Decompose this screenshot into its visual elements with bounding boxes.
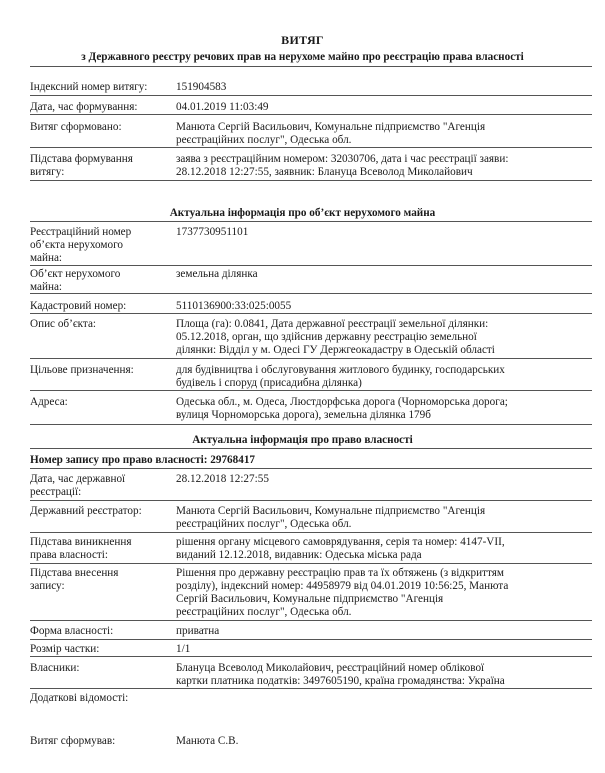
label-line: витягу:	[30, 166, 65, 178]
divider	[30, 532, 592, 533]
owners-line: Блануца Всеволод Миколайович, реєстраційний номер облікової	[176, 662, 485, 674]
registration-date-label	[30, 473, 170, 499]
divider	[30, 448, 592, 449]
label-line: Реєстраційний номер	[30, 226, 132, 238]
label-line: Підстава виникнення	[30, 536, 132, 548]
purpose-line: будівель і споруд (присадибна ділянка)	[176, 377, 362, 389]
address-value	[176, 396, 592, 422]
label-line: майна:	[30, 281, 63, 293]
cadastral-number-value: 5110136900:33:025:0055	[176, 300, 292, 312]
label-line: Дата, час державної	[30, 473, 126, 485]
index-number-value: 151904583	[176, 81, 227, 93]
formed-by-line: Манюта Сергій Васильович, Комунальне підприємство "Агенція	[176, 121, 486, 133]
description-line: Площа (га): 0.0841, Дата державної реєстрації земельної ділянки:	[176, 318, 489, 330]
formation-datetime-value: 04.01.2019 11:03:49	[176, 101, 269, 113]
address-line: Одеська обл., м. Одеса, Люстдорфська дорога (Чорноморська дорога;	[176, 396, 508, 408]
formed-by-signature-value: Манюта С.В.	[176, 735, 239, 747]
label-line: об’єкта нерухомого	[30, 239, 124, 251]
ownership-form-value: приватна	[176, 625, 220, 637]
registration-date-value: 28.12.2018 12:27:55	[176, 473, 269, 485]
object-regnum-value: 1737730951101	[176, 226, 249, 238]
share-size-value: 1/1	[176, 643, 191, 655]
divider	[30, 390, 592, 391]
divider	[30, 180, 592, 181]
registrar-line: Манюта Сергій Васильович, Комунальне підприємство "Агенція	[176, 505, 486, 517]
formed-by-line: реєстраційних послуг", Одеська обл.	[176, 134, 352, 146]
label-line: майна:	[30, 252, 63, 264]
divider	[30, 147, 592, 148]
entry-line: Сергій Васильович, Комунальне підприємство "Агенція	[176, 593, 444, 605]
record-number: Номер запису про право власності: 29768417	[30, 454, 256, 466]
basis-line: заява з реєстраційним номером: 32030706, дата і час реєстрації заяви:	[176, 153, 509, 165]
label-line: Об’єкт нерухомого	[30, 268, 121, 280]
origin-line: рішення органу місцевого самоврядування, серія та номер: 4147-VII,	[176, 536, 505, 548]
basis-line: 28.12.2018 12:27:55, заявник: Блануца Всеволод Миколайович	[176, 166, 473, 178]
description-line: 05.12.2018, орган, що здійснив державну реєстрацію земельної	[176, 331, 477, 343]
ownership-origin-value	[176, 536, 592, 562]
entry-basis-value	[176, 567, 592, 619]
divider	[30, 313, 592, 314]
purpose-label: Цільове призначення:	[30, 364, 134, 376]
registrar-line: реєстраційних послуг", Одеська обл.	[176, 518, 352, 530]
object-type-label	[30, 268, 170, 294]
label-line: реєстрації:	[30, 486, 82, 498]
entry-line: розділу), індексний номер: 44958979 від 04.01.2019 10:56:25, Манюта	[176, 580, 509, 592]
divider	[30, 293, 592, 294]
divider	[30, 221, 592, 222]
divider	[30, 424, 592, 425]
divider	[30, 95, 592, 96]
entry-line: реєстраційних послуг", Одеська обл.	[176, 606, 352, 618]
object-type-value: земельна ділянка	[176, 268, 258, 280]
object-regnum-label	[30, 226, 170, 265]
description-line: ділянки: Відділ у м. Одесі ГУ Держгеокадастру в Одеській області	[176, 344, 495, 356]
formation-basis-value	[176, 153, 592, 179]
label-line: Підстава формування	[30, 153, 133, 165]
purpose-line: для будівництва і обслуговування житлового будинку, господарських	[176, 364, 505, 376]
owners-label: Власники:	[30, 662, 80, 674]
formation-datetime-label: Дата, час формування:	[30, 101, 138, 113]
ownership-origin-label	[30, 536, 170, 562]
formed-by-value	[176, 121, 592, 147]
address-label: Адреса:	[30, 396, 68, 408]
divider	[30, 114, 592, 115]
formation-basis-label	[30, 153, 170, 179]
label-line: права власності:	[30, 549, 109, 561]
entry-line: Рішення про державну реєстрацію прав та їх обтяжень (з відкриттям	[176, 567, 504, 579]
origin-line: виданий 12.12.2018, видавник: Одеська міська рада	[176, 549, 422, 561]
object-description-value	[176, 318, 592, 357]
share-size-label: Розмір частки:	[30, 643, 100, 655]
object-description-label: Опис об’єкта:	[30, 318, 97, 330]
purpose-value	[176, 364, 592, 390]
registrar-label: Державний реєстратор:	[30, 505, 142, 517]
divider	[30, 656, 592, 657]
formed-by-label: Витяг сформовано:	[30, 121, 122, 133]
entry-basis-label	[30, 567, 170, 593]
divider	[30, 688, 592, 689]
divider	[30, 468, 592, 469]
label-line: Підстава внесення	[30, 567, 119, 579]
index-number-label: Індексний номер витягу:	[30, 81, 148, 93]
object-section-title: Актуальна інформація про об’єкт нерухомого майна	[169, 207, 436, 219]
address-line: вулиця Чорноморська дорога), земельна ділянка 179б	[176, 409, 431, 421]
divider	[30, 563, 592, 564]
registrar-value	[176, 505, 592, 531]
right-section-title: Актуальна інформація про право власності	[192, 434, 413, 446]
additional-info-label: Додаткові відомості:	[30, 692, 129, 704]
ownership-form-label: Форма власності:	[30, 625, 114, 637]
formed-by-signature-label: Витяг сформував:	[30, 735, 116, 747]
owners-value	[176, 662, 592, 688]
divider	[30, 358, 592, 359]
divider	[30, 66, 592, 67]
divider	[30, 639, 592, 640]
divider	[30, 265, 592, 266]
divider	[30, 620, 592, 621]
document-subtitle: з Державного реєстру речових прав на нерухоме майно про реєстрацію права власності	[81, 51, 524, 63]
document-title: ВИТЯГ	[281, 33, 324, 47]
divider	[30, 500, 592, 501]
label-line: запису:	[30, 580, 65, 592]
cadastral-number-label: Кадастровий номер:	[30, 300, 127, 312]
owners-line: картки платника податків: 3497605190, країна громадянства: Україна	[176, 675, 505, 687]
